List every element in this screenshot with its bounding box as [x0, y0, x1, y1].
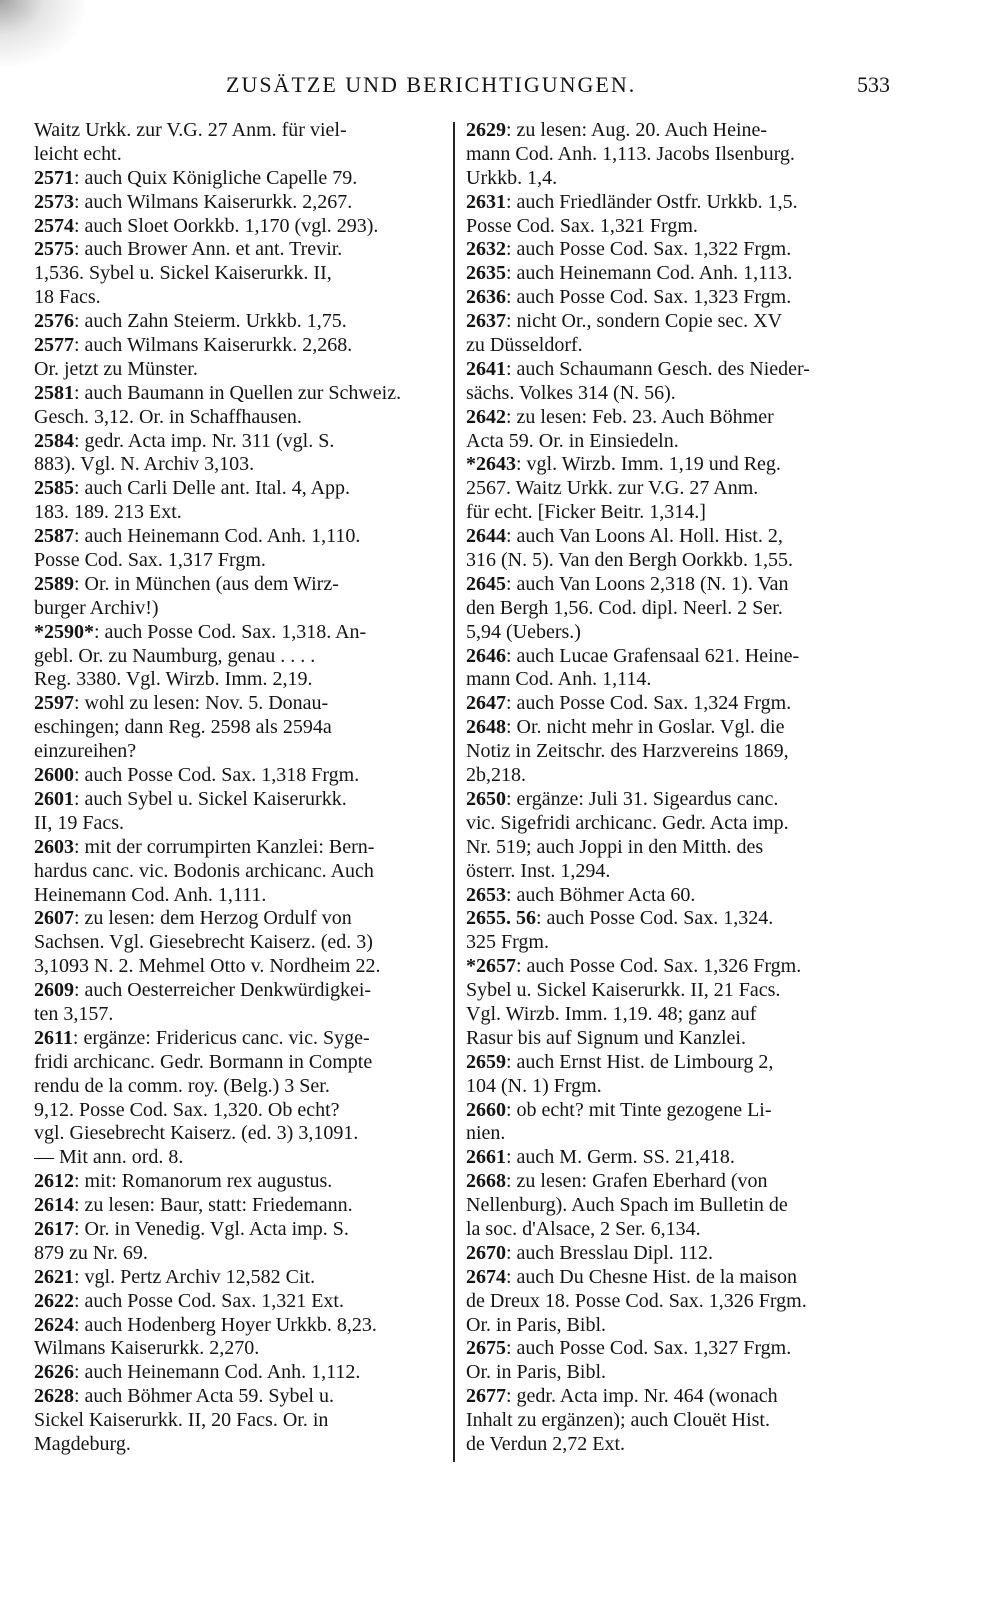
entry-line — [466, 286, 886, 310]
entry-line — [34, 716, 442, 740]
entry-number: 2655. 56 — [466, 907, 536, 930]
entry-number: 2617 — [34, 1217, 74, 1240]
entry-text: Rasur bis auf Signum und Kanzlei. — [466, 1026, 746, 1049]
entry-text: sächs. Volkes 314 (N. 56). — [466, 381, 676, 404]
entry-text: : wohl zu lesen: Nov. 5. Donau- — [74, 692, 329, 715]
entry-number: 2632 — [466, 238, 506, 261]
entry-text: 5,94 (Uebers.) — [466, 620, 581, 643]
entry-line — [34, 836, 442, 860]
entry-number: 2611 — [34, 1026, 73, 1049]
entry-line — [466, 1027, 886, 1051]
entry-text: : auch Lucae Grafensaal 621. Heine- — [506, 644, 800, 667]
entry-line — [466, 191, 886, 215]
entry-text: Wilmans Kaiserurkk. 2,270. — [34, 1337, 260, 1360]
entry-text: : zu lesen: dem Herzog Ordulf von — [74, 907, 352, 930]
entry-line — [466, 931, 886, 955]
entry-text: : auch Sybel u. Sickel Kaiserurkk. — [74, 787, 347, 810]
entry-number: 2589 — [34, 572, 74, 595]
entry-line — [34, 334, 442, 358]
entry-number: 2571 — [34, 166, 74, 189]
column-divider — [453, 122, 455, 1462]
entry-number: 2644 — [466, 525, 506, 548]
right-column — [466, 119, 886, 1457]
entry-line — [34, 238, 442, 262]
entry-line — [466, 1122, 886, 1146]
entry-text: : auch Heinemann Cod. Anh. 1,113. — [506, 262, 793, 285]
entry-text: : auch Posse Cod. Sax. 1,322 Frgm. — [506, 238, 792, 261]
entry-text: nien. — [466, 1122, 506, 1145]
entry-number: 2626 — [34, 1361, 74, 1384]
entry-line — [34, 406, 442, 430]
entry-line — [34, 501, 442, 525]
entry-number: 2659 — [466, 1050, 506, 1073]
entry-text: Posse Cod. Sax. 1,321 Frgm. — [466, 214, 698, 237]
entry-line — [466, 1314, 886, 1338]
entry-line — [466, 382, 886, 406]
entry-line — [466, 1242, 886, 1266]
entry-text: 1,536. Sybel u. Sickel Kaiserurkk. II, — [34, 262, 332, 285]
entry-number: 2614 — [34, 1194, 74, 1217]
entry-text: eschingen; dann Reg. 2598 als 2594a — [34, 716, 332, 739]
entry-text: : Or. in Venedig. Vgl. Acta imp. S. — [74, 1217, 349, 1240]
entry-line — [466, 1003, 886, 1027]
entry-text: : auch Sloet Oorkkb. 1,170 (vgl. 293). — [74, 214, 379, 237]
entry-line — [34, 286, 442, 310]
entry-text: 883). Vgl. N. Archiv 3,103. — [34, 453, 255, 476]
entry-number: 2675 — [466, 1337, 506, 1360]
entry-number: 2645 — [466, 572, 506, 595]
entry-line — [34, 1314, 442, 1338]
entry-line — [34, 262, 442, 286]
entry-text: : auch Quix Königliche Capelle 79. — [74, 166, 358, 189]
entry-line — [466, 716, 886, 740]
entry-text: hardus canc. vic. Bodonis archicanc. Auch — [34, 859, 374, 882]
entry-text: Waitz Urkk. zur V.G. 27 Anm. für viel- — [34, 119, 347, 141]
entry-line — [34, 597, 442, 621]
entry-line — [466, 525, 886, 549]
entry-number: 2575 — [34, 238, 74, 261]
entry-line — [34, 430, 442, 454]
entry-number: 2603 — [34, 835, 74, 858]
entry-line — [34, 1385, 442, 1409]
entry-line — [34, 477, 442, 501]
entry-number: 2581 — [34, 381, 74, 404]
entry-line — [34, 358, 442, 382]
entry-line — [34, 1242, 442, 1266]
entry-text: fridi archicanc. Gedr. Bormann in Compte — [34, 1050, 373, 1073]
entry-text: la soc. d'Alsace, 2 Ser. 6,134. — [466, 1217, 701, 1240]
entry-text: 104 (N. 1) Frgm. — [466, 1074, 602, 1097]
entry-line — [34, 979, 442, 1003]
entry-line — [466, 740, 886, 764]
entry-line — [34, 1170, 442, 1194]
entry-text: Acta 59. Or. in Einsiedeln. — [466, 429, 679, 452]
entry-text: : auch Posse Cod. Sax. 1,318. An- — [94, 620, 367, 643]
entry-line — [466, 1146, 886, 1170]
entry-number: 2660 — [466, 1098, 506, 1121]
entry-line — [466, 477, 886, 501]
entry-text: Heinemann Cod. Anh. 1,111. — [34, 883, 267, 906]
entry-line — [466, 597, 886, 621]
entry-line — [466, 1409, 886, 1433]
entry-line — [466, 668, 886, 692]
entry-text: : auch Heinemann Cod. Anh. 1,110. — [74, 525, 361, 548]
entry-text: 879 zu Nr. 69. — [34, 1241, 148, 1264]
entry-line — [34, 1361, 442, 1385]
entry-number: 2577 — [34, 334, 74, 357]
entry-line — [34, 1099, 442, 1123]
entry-line — [34, 1122, 442, 1146]
entry-number: 2635 — [466, 262, 506, 285]
entry-text: — Mit ann. ord. 8. — [34, 1146, 184, 1169]
entry-line — [34, 143, 442, 167]
entry-line — [34, 215, 442, 239]
entry-text: : ob echt? mit Tinte gezogene Li- — [506, 1098, 772, 1121]
entry-text: 316 (N. 5). Van den Bergh Oorkkb. 1,55. — [466, 549, 794, 572]
entry-text: : Or. nicht mehr in Goslar. Vgl. die — [506, 716, 785, 739]
entry-text: vic. Sigefridi archicanc. Gedr. Acta imp. — [466, 811, 789, 834]
entry-line — [34, 1146, 442, 1170]
entry-text: Gesch. 3,12. Or. in Schaffhausen. — [34, 405, 302, 428]
page-title: ZUSÄTZE UND BERICHTIGUNGEN. — [226, 72, 637, 97]
entry-line — [466, 573, 886, 597]
entry-text: : auch Posse Cod. Sax. 1,326 Frgm. — [516, 955, 802, 978]
entry-text: : auch Schaumann Gesch. des Nieder- — [506, 357, 810, 380]
page-header — [40, 72, 890, 102]
entry-number: 2629 — [466, 119, 506, 141]
entry-line — [34, 1409, 442, 1433]
entry-text: : auch Van Loons Al. Holl. Hist. 2, — [506, 525, 783, 548]
entry-text: : auch Zahn Steierm. Urkkb. 1,75. — [74, 310, 347, 333]
entry-line — [34, 1027, 442, 1051]
entry-line — [466, 1170, 886, 1194]
entry-line — [34, 382, 442, 406]
entry-text: : gedr. Acta imp. Nr. 311 (vgl. S. — [74, 429, 335, 452]
entry-text: : auch Posse Cod. Sax. 1,318 Frgm. — [74, 764, 360, 787]
entry-text: einzureihen? — [34, 740, 137, 763]
entry-line — [34, 1433, 442, 1457]
entry-number: 2661 — [466, 1146, 506, 1169]
entry-line — [34, 167, 442, 191]
entry-line — [466, 262, 886, 286]
entry-line — [466, 1385, 886, 1409]
entry-number: 2576 — [34, 310, 74, 333]
entry-line — [466, 119, 886, 143]
entry-text: leicht echt. — [34, 142, 122, 165]
entry-text: : auch Hodenberg Hoyer Urkkb. 8,23. — [74, 1313, 377, 1336]
entry-number: 2642 — [466, 405, 506, 428]
entry-text: 9,12. Posse Cod. Sax. 1,320. Ob echt? — [34, 1098, 340, 1121]
entry-text: rendu de la comm. roy. (Belg.) 3 Ser. — [34, 1074, 330, 1097]
entry-line — [34, 1266, 442, 1290]
entry-line — [466, 406, 886, 430]
entry-line — [466, 238, 886, 262]
entry-text: mann Cod. Anh. 1,114. — [466, 668, 652, 691]
entry-text: Sickel Kaiserurkk. II, 20 Facs. Or. in — [34, 1409, 329, 1432]
entry-text: mann Cod. Anh. 1,113. Jacobs Ilsenburg. — [466, 142, 795, 165]
entry-text: Or. jetzt zu Münster. — [34, 357, 198, 380]
entry-line — [466, 764, 886, 788]
entry-line — [466, 1433, 886, 1457]
entry-text: : nicht Or., sondern Copie sec. XV — [506, 310, 783, 333]
entry-text: ten 3,157. — [34, 1002, 114, 1025]
entry-text: : Or. in München (aus dem Wirz- — [74, 572, 339, 595]
entry-line — [466, 788, 886, 812]
entry-number: 2637 — [466, 310, 506, 333]
entry-text: 2b,218. — [466, 764, 526, 787]
entry-text: vgl. Giesebrecht Kaiserz. (ed. 3) 3,1091. — [34, 1122, 359, 1145]
entry-number: 2670 — [466, 1241, 506, 1264]
entry-line — [466, 453, 886, 477]
entry-number: 2628 — [34, 1385, 74, 1408]
entry-line — [34, 645, 442, 669]
entry-text: : zu lesen: Grafen Eberhard (von — [506, 1170, 768, 1193]
entry-line — [34, 310, 442, 334]
entry-number: 2647 — [466, 692, 506, 715]
entry-text: 2567. Waitz Urkk. zur V.G. 27 Anm. — [466, 477, 759, 500]
entry-text: : auch Posse Cod. Sax. 1,324. — [536, 907, 774, 930]
entry-number: 2621 — [34, 1265, 74, 1288]
entry-line — [466, 692, 886, 716]
entry-text: : vgl. Pertz Archiv 12,582 Cit. — [74, 1265, 316, 1288]
entry-text: den Bergh 1,56. Cod. dipl. Neerl. 2 Ser. — [466, 596, 783, 619]
entry-line — [466, 884, 886, 908]
entry-text: de Dreux 18. Posse Cod. Sax. 1,326 Frgm. — [466, 1289, 807, 1312]
entry-line — [466, 645, 886, 669]
entry-line — [466, 979, 886, 1003]
entry-text: : auch Posse Cod. Sax. 1,324 Frgm. — [506, 692, 792, 715]
entry-line — [34, 764, 442, 788]
entry-line — [466, 1361, 886, 1385]
entry-number: 2636 — [466, 286, 506, 309]
entry-text: Inhalt zu ergänzen); auch Clouët Hist. — [466, 1409, 770, 1432]
entry-number: 2641 — [466, 357, 506, 380]
entry-number: 2668 — [466, 1170, 506, 1193]
entry-number: 2574 — [34, 214, 74, 237]
entry-line — [466, 836, 886, 860]
entry-text: : zu lesen: Aug. 20. Auch Heine- — [506, 119, 768, 141]
entry-line — [466, 215, 886, 239]
entry-line — [34, 740, 442, 764]
entry-text: : auch Böhmer Acta 59. Sybel u. — [74, 1385, 334, 1408]
entry-line — [34, 1051, 442, 1075]
entry-text: Posse Cod. Sax. 1,317 Frgm. — [34, 549, 266, 572]
entry-line — [34, 525, 442, 549]
entry-text: burger Archiv!) — [34, 596, 159, 619]
entry-text: Or. in Paris, Bibl. — [466, 1361, 607, 1384]
entry-line — [466, 334, 886, 358]
entry-line — [466, 549, 886, 573]
entry-line — [34, 692, 442, 716]
entry-number: 2600 — [34, 764, 74, 787]
entry-number: 2609 — [34, 979, 74, 1002]
entry-line — [34, 907, 442, 931]
page-number: 533 — [857, 72, 890, 97]
entry-text: 183. 189. 213 Ext. — [34, 501, 182, 524]
entry-text: : auch Heinemann Cod. Anh. 1,112. — [74, 1361, 361, 1384]
entry-text: Or. in Paris, Bibl. — [466, 1313, 607, 1336]
entry-line — [34, 884, 442, 908]
entry-line — [34, 788, 442, 812]
entry-number: *2590* — [34, 620, 94, 643]
entry-line — [466, 1194, 886, 1218]
entry-number: 2601 — [34, 787, 74, 810]
entry-text: : auch Brower Ann. et ant. Trevir. — [74, 238, 343, 261]
entry-line — [466, 860, 886, 884]
entry-number: 2585 — [34, 477, 74, 500]
entry-line — [34, 1218, 442, 1242]
entry-text: : mit: Romanorum rex augustus. — [74, 1170, 333, 1193]
entry-line — [34, 1075, 442, 1099]
entry-line — [34, 668, 442, 692]
entry-text: : auch Böhmer Acta 60. — [506, 883, 696, 906]
entry-text: Urkkb. 1,4. — [466, 166, 558, 189]
entry-line — [34, 1003, 442, 1027]
entry-text: Notiz in Zeitschr. des Harzvereins 1869, — [466, 740, 789, 763]
entry-line — [34, 860, 442, 884]
entry-number: 2646 — [466, 644, 506, 667]
entry-text: : gedr. Acta imp. Nr. 464 (wonach — [506, 1385, 778, 1408]
entry-text: II, 19 Facs. — [34, 811, 124, 834]
entry-text: Magdeburg. — [34, 1432, 131, 1455]
entry-text: : auch Posse Cod. Sax. 1,321 Ext. — [74, 1289, 344, 1312]
entry-line — [34, 573, 442, 597]
entry-line — [466, 1266, 886, 1290]
scan-corner-shadow — [0, 0, 90, 70]
entry-text: : auch Wilmans Kaiserurkk. 2,267. — [74, 190, 353, 213]
entry-line — [466, 812, 886, 836]
entry-number: 2573 — [34, 190, 74, 213]
entry-number: 2624 — [34, 1313, 74, 1336]
entry-text: Nellenburg). Auch Spach im Bulletin de — [466, 1194, 788, 1217]
entry-text: Nr. 519; auch Joppi in den Mitth. des — [466, 835, 764, 858]
entry-text: : vgl. Wirzb. Imm. 1,19 und Reg. — [516, 453, 781, 476]
entry-text: : auch Ernst Hist. de Limbourg 2, — [506, 1050, 774, 1073]
entry-text: : auch Bresslau Dipl. 112. — [506, 1241, 714, 1264]
entry-text: 18 Facs. — [34, 286, 101, 309]
entry-text: Vgl. Wirzb. Imm. 1,19. 48; ganz auf — [466, 1002, 757, 1025]
entry-number: 2648 — [466, 716, 506, 739]
entry-line — [34, 1194, 442, 1218]
entry-text: : auch Du Chesne Hist. de la maison — [506, 1265, 798, 1288]
entry-line — [34, 931, 442, 955]
entry-line — [34, 549, 442, 573]
entry-text: 325 Frgm. — [466, 931, 549, 954]
entry-text: : auch Friedländer Ostfr. Urkkb. 1,5. — [506, 190, 798, 213]
left-column — [34, 119, 442, 1457]
entry-line — [466, 430, 886, 454]
entry-line — [466, 955, 886, 979]
entry-line — [466, 1099, 886, 1123]
entry-text: de Verdun 2,72 Ext. — [466, 1432, 626, 1455]
entry-text: : ergänze: Juli 31. Sigeardus canc. — [506, 787, 779, 810]
entry-text: 3,1093 N. 2. Mehmel Otto v. Nordheim 22. — [34, 955, 381, 978]
entry-text: : auch M. Germ. SS. 21,418. — [506, 1146, 735, 1169]
entry-line — [466, 907, 886, 931]
entry-number: 2597 — [34, 692, 74, 715]
entry-number: 2653 — [466, 883, 506, 906]
entry-line — [34, 1290, 442, 1314]
entry-line — [34, 119, 442, 143]
entry-text: für echt. [Ficker Beitr. 1,314.] — [466, 501, 706, 524]
entry-text: : auch Carli Delle ant. Ital. 4, App. — [74, 477, 351, 500]
entry-line — [466, 501, 886, 525]
entry-number: 2631 — [466, 190, 506, 213]
entry-line — [34, 1337, 442, 1361]
entry-text: : ergänze: Fridericus canc. vic. Syge- — [72, 1026, 370, 1049]
entry-text: Sachsen. Vgl. Giesebrecht Kaiserz. (ed. 3) — [34, 931, 373, 954]
entry-number: 2612 — [34, 1170, 74, 1193]
entry-line — [34, 621, 442, 645]
entry-text: Sybel u. Sickel Kaiserurkk. II, 21 Facs. — [466, 979, 781, 1002]
entry-number: 2622 — [34, 1289, 74, 1312]
entry-text: : auch Van Loons 2,318 (N. 1). Van — [506, 572, 789, 595]
entry-line — [34, 191, 442, 215]
entry-text: Reg. 3380. Vgl. Wirzb. Imm. 2,19. — [34, 668, 313, 691]
entry-line — [34, 812, 442, 836]
entry-line — [466, 310, 886, 334]
entry-text: : auch Baumann in Quellen zur Schweiz. — [74, 381, 402, 404]
entry-text: : auch Posse Cod. Sax. 1,323 Frgm. — [506, 286, 792, 309]
entry-line — [466, 1051, 886, 1075]
entry-text: : auch Oesterreicher Denkwürdigkei- — [74, 979, 372, 1002]
entry-number: 2607 — [34, 907, 74, 930]
entry-number: 2584 — [34, 429, 74, 452]
entry-line — [466, 1218, 886, 1242]
entry-line — [466, 621, 886, 645]
entry-line — [34, 955, 442, 979]
entry-line — [34, 453, 442, 477]
entry-line — [466, 1290, 886, 1314]
entry-number: 2587 — [34, 525, 74, 548]
entry-text: österr. Inst. 1,294. — [466, 859, 611, 882]
entry-number: *2657 — [466, 955, 516, 978]
entry-number: *2643 — [466, 453, 516, 476]
entry-line — [466, 358, 886, 382]
entry-text: zu Düsseldorf. — [466, 334, 583, 357]
entry-line — [466, 167, 886, 191]
entry-number: 2674 — [466, 1265, 506, 1288]
entry-text: : auch Wilmans Kaiserurkk. 2,268. — [74, 334, 353, 357]
entry-line — [466, 143, 886, 167]
entry-text: : mit der corrumpirten Kanzlei: Bern- — [74, 835, 375, 858]
entry-text: gebl. Or. zu Naumburg, genau . . . . — [34, 644, 316, 667]
entry-text: : zu lesen: Baur, statt: Friedemann. — [74, 1194, 353, 1217]
entry-text: : auch Posse Cod. Sax. 1,327 Frgm. — [506, 1337, 792, 1360]
entry-text: : zu lesen: Feb. 23. Auch Böhmer — [506, 405, 774, 428]
entry-line — [466, 1075, 886, 1099]
entry-line — [466, 1337, 886, 1361]
entry-number: 2650 — [466, 787, 506, 810]
entry-number: 2677 — [466, 1385, 506, 1408]
